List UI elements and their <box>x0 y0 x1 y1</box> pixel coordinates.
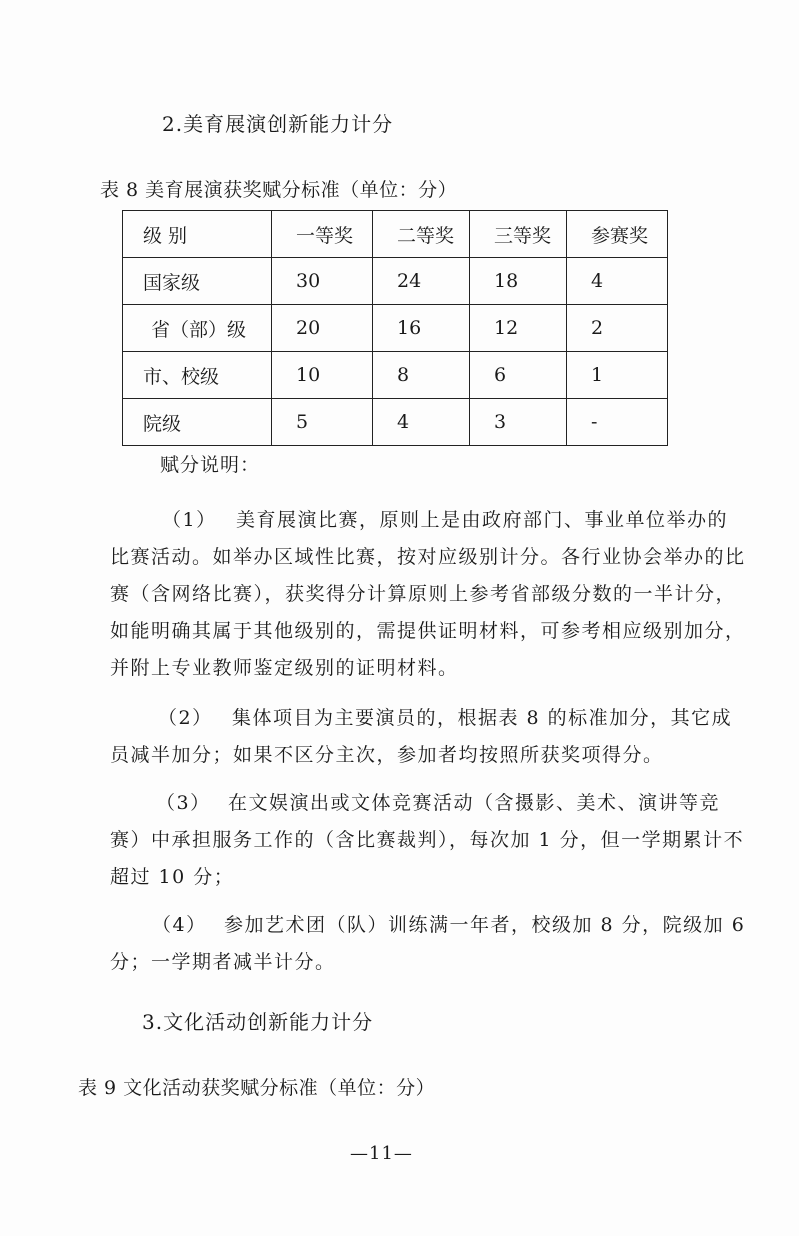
note-number: （2） <box>158 707 213 729</box>
note-line: 并附上专业教师鉴定级别的证明材料。 <box>110 657 459 679</box>
table-cell: 4 <box>373 399 470 446</box>
note-line: 如能明确其属于其他级别的，需提供证明材料，可参考相应级别加分， <box>110 620 746 642</box>
note-line: 美育展演比赛，原则上是由政府部门、事业单位举办的 <box>236 509 729 531</box>
note-line: 在文娱演出或文体竞赛活动（含摄影、美术、演讲等竞 <box>228 792 721 814</box>
table-cell: 5 <box>272 399 373 446</box>
header-cell-participation: 参赛奖 <box>567 211 668 258</box>
table-cell: 国家级 <box>123 258 272 305</box>
note-number: （1） <box>162 509 217 531</box>
note-line: 集体项目为主要演员的，根据表 8 的标准加分，其它成 <box>232 707 733 729</box>
note-number: （3） <box>156 792 211 814</box>
section-2-heading: 2.美育展演创新能力计分 <box>162 112 394 136</box>
table-cell: 3 <box>470 399 567 446</box>
table-cell: 24 <box>373 258 470 305</box>
table-cell: 12 <box>470 305 567 352</box>
table-row <box>123 399 668 446</box>
table-cell: 省（部）级 <box>123 305 272 352</box>
table-cell: 1 <box>567 352 668 399</box>
table-cell: 院级 <box>123 399 272 446</box>
header-cell-first-prize: 一等奖 <box>272 211 373 258</box>
note-line: 员减半加分；如果不区分主次，参加者均按照所获奖项得分。 <box>110 744 664 766</box>
note-line: 超过 10 分； <box>110 866 235 888</box>
header-cell-level: 级 别 <box>123 211 272 258</box>
table-cell: 30 <box>272 258 373 305</box>
table-cell: 10 <box>272 352 373 399</box>
table-row <box>123 352 668 399</box>
note-2 <box>110 700 733 774</box>
table-9-caption: 表 9 文化活动获奖赋分标准（单位：分） <box>78 1077 436 1099</box>
table-cell: - <box>567 399 668 446</box>
header-cell-third-prize: 三等奖 <box>470 211 567 258</box>
table-cell: 6 <box>470 352 567 399</box>
note-4 <box>110 907 746 981</box>
note-line: 赛（含网络比赛），获奖得分计算原则上参考省部级分数的一半计分， <box>110 583 737 605</box>
table-cell: 市、校级 <box>123 352 272 399</box>
table-cell: 8 <box>373 352 470 399</box>
note-line: 比赛活动。如举办区域性比赛，按对应级别计分。各行业协会举办的比 <box>110 546 746 568</box>
header-cell-second-prize: 二等奖 <box>373 211 470 258</box>
note-number: （4） <box>152 914 207 936</box>
table-8 <box>122 210 668 446</box>
table-row <box>123 305 668 352</box>
table-row <box>123 258 668 305</box>
note-1 <box>110 502 746 687</box>
table-cell: 18 <box>470 258 567 305</box>
note-3 <box>110 785 745 896</box>
table-header-row <box>123 211 668 258</box>
page-number: —11— <box>350 1143 413 1164</box>
note-line: 赛）中承担服务工作的（含比赛裁判），每次加 1 分，但一学期累计不 <box>110 829 745 851</box>
table-cell: 16 <box>373 305 470 352</box>
table-cell: 2 <box>567 305 668 352</box>
table-8-caption: 表 8 美育展演获奖赋分标准（单位：分） <box>100 179 458 201</box>
table-cell: 20 <box>272 305 373 352</box>
note-line: 分；一学期者减半计分。 <box>110 951 336 973</box>
note-line: 参加艺术团（队）训练满一年者，校级加 8 分，院级加 6 <box>224 914 746 936</box>
scoring-notes-title: 赋分说明： <box>160 454 261 476</box>
section-3-heading: 3.文化活动创新能力计分 <box>142 1010 374 1034</box>
table-cell: 4 <box>567 258 668 305</box>
